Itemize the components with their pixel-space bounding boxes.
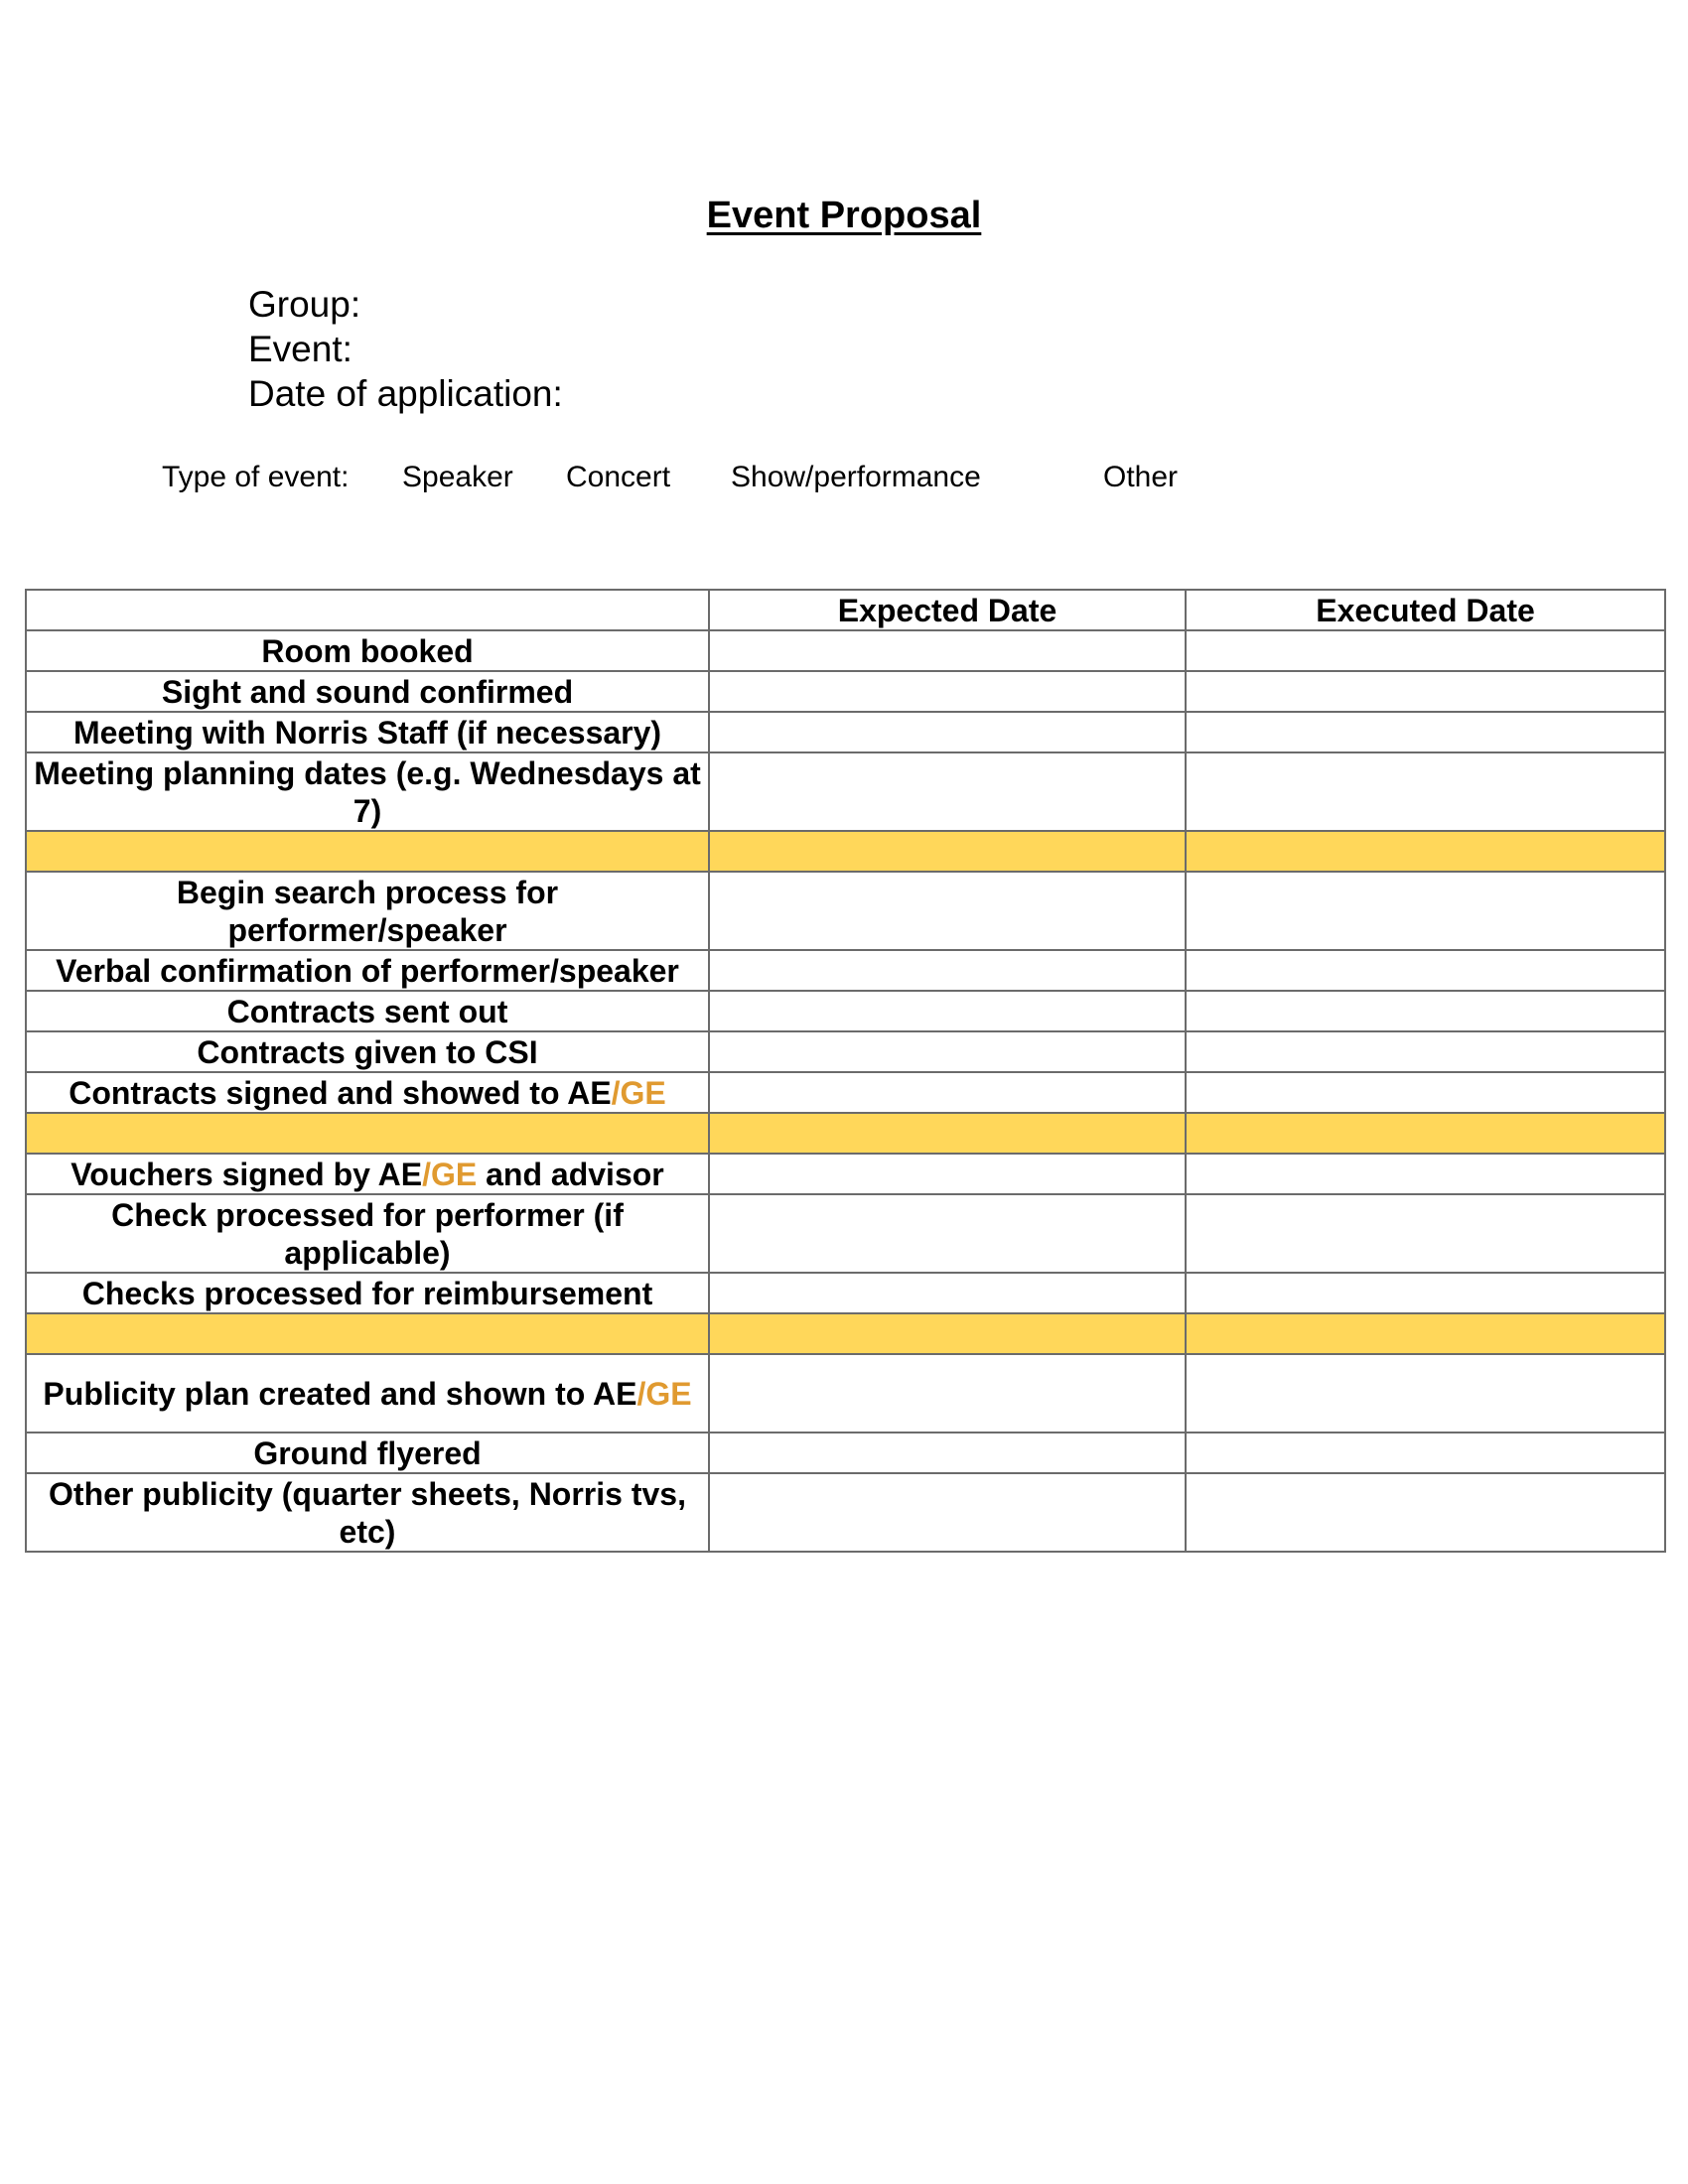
table-row [26, 1031, 1665, 1072]
event-type-label: Type of event: [162, 461, 350, 493]
event-type-option-other: Other [1103, 461, 1179, 493]
expected-date-cell[interactable] [709, 752, 1186, 831]
table-row [26, 1194, 1665, 1273]
section-divider-cell [1186, 831, 1665, 872]
task-cell: Begin search process for performer/speaker [26, 872, 709, 950]
expected-date-cell[interactable] [709, 712, 1186, 752]
group-field-label: Group: [248, 284, 361, 325]
task-cell [26, 1154, 709, 1194]
executed-date-cell[interactable] [1186, 1473, 1665, 1552]
header-fields [248, 282, 563, 416]
task-cell [26, 1072, 709, 1113]
executed-date-cell[interactable] [1186, 630, 1665, 671]
task-column-header [26, 590, 709, 630]
date-of-application-label: Date of application: [248, 373, 563, 414]
task-text: Vouchers signed by AE [70, 1156, 423, 1192]
task-cell: Meeting with Norris Staff (if necessary) [26, 712, 709, 752]
executed-date-cell[interactable] [1186, 1031, 1665, 1072]
expected-date-cell[interactable] [709, 950, 1186, 991]
section-divider-cell [1186, 1113, 1665, 1154]
table-row [26, 671, 1665, 712]
executed-date-cell[interactable] [1186, 872, 1665, 950]
expected-date-cell[interactable] [709, 872, 1186, 950]
section-divider-cell [709, 1113, 1186, 1154]
task-cell: Ground flyered [26, 1433, 709, 1473]
section-divider-cell [26, 831, 709, 872]
section-divider-row [26, 1313, 1665, 1354]
task-cell: Check processed for performer (if applicable) [26, 1194, 709, 1273]
table-row [26, 1072, 1665, 1113]
expected-date-cell[interactable] [709, 1433, 1186, 1473]
expected-date-cell[interactable] [709, 1194, 1186, 1273]
section-divider-cell [709, 1313, 1186, 1354]
table-row [26, 872, 1665, 950]
task-text: Publicity plan created and shown to AE [43, 1375, 637, 1412]
task-cell: Other publicity (quarter sheets, Norris tvs, etc) [26, 1473, 709, 1552]
task-cell: Contracts sent out [26, 991, 709, 1031]
task-cell: Contracts given to CSI [26, 1031, 709, 1072]
table-row [26, 950, 1665, 991]
event-type-option-show: Show/performance [731, 461, 981, 493]
table-row [26, 1473, 1665, 1552]
executed-date-cell[interactable] [1186, 712, 1665, 752]
expected-date-cell[interactable] [709, 1072, 1186, 1113]
event-type-option-speaker: Speaker [402, 461, 513, 493]
table-row [26, 752, 1665, 831]
table-row [26, 630, 1665, 671]
task-rows [26, 630, 1665, 1552]
expected-date-header: Expected Date [709, 590, 1186, 630]
event-field-label: Event: [248, 329, 352, 369]
task-cell: Verbal confirmation of performer/speaker [26, 950, 709, 991]
task-tracking-table [25, 589, 1666, 1553]
table-row [26, 1433, 1665, 1473]
expected-date-cell[interactable] [709, 1031, 1186, 1072]
expected-date-cell[interactable] [709, 671, 1186, 712]
executed-date-cell[interactable] [1186, 950, 1665, 991]
section-divider-row [26, 1113, 1665, 1154]
section-divider-row [26, 831, 1665, 872]
executed-date-cell[interactable] [1186, 1154, 1665, 1194]
executed-date-cell[interactable] [1186, 752, 1665, 831]
ge-accent-text: /GE [636, 1375, 692, 1412]
expected-date-cell[interactable] [709, 1354, 1186, 1433]
event-type-option-concert: Concert [566, 461, 671, 493]
expected-date-cell[interactable] [709, 630, 1186, 671]
task-cell [26, 1354, 709, 1433]
section-divider-cell [26, 1113, 709, 1154]
expected-date-cell[interactable] [709, 1273, 1186, 1313]
table-header-row [26, 590, 1665, 630]
table-row [26, 1154, 1665, 1194]
executed-date-cell[interactable] [1186, 991, 1665, 1031]
section-divider-cell [709, 831, 1186, 872]
executed-date-cell[interactable] [1186, 1072, 1665, 1113]
task-text-suffix: and advisor [477, 1156, 664, 1192]
expected-date-cell[interactable] [709, 1473, 1186, 1552]
table-row [26, 712, 1665, 752]
expected-date-cell[interactable] [709, 991, 1186, 1031]
table-row [26, 1273, 1665, 1313]
task-cell: Meeting planning dates (e.g. Wednesdays at 7) [26, 752, 709, 831]
table-row [26, 991, 1665, 1031]
task-cell: Checks processed for reimbursement [26, 1273, 709, 1313]
executed-date-cell[interactable] [1186, 1354, 1665, 1433]
task-cell: Sight and sound confirmed [26, 671, 709, 712]
ge-accent-text: /GE [611, 1074, 666, 1111]
executed-date-cell[interactable] [1186, 1273, 1665, 1313]
table-row [26, 1354, 1665, 1433]
task-text: Contracts signed and showed to AE [69, 1074, 612, 1111]
section-divider-cell [1186, 1313, 1665, 1354]
expected-date-cell[interactable] [709, 1154, 1186, 1194]
executed-date-header: Executed Date [1186, 590, 1665, 630]
executed-date-cell[interactable] [1186, 1194, 1665, 1273]
ge-accent-text: /GE [422, 1156, 478, 1192]
executed-date-cell[interactable] [1186, 671, 1665, 712]
executed-date-cell[interactable] [1186, 1433, 1665, 1473]
section-divider-cell [26, 1313, 709, 1354]
task-cell: Room booked [26, 630, 709, 671]
document-title: Event Proposal [706, 195, 982, 236]
